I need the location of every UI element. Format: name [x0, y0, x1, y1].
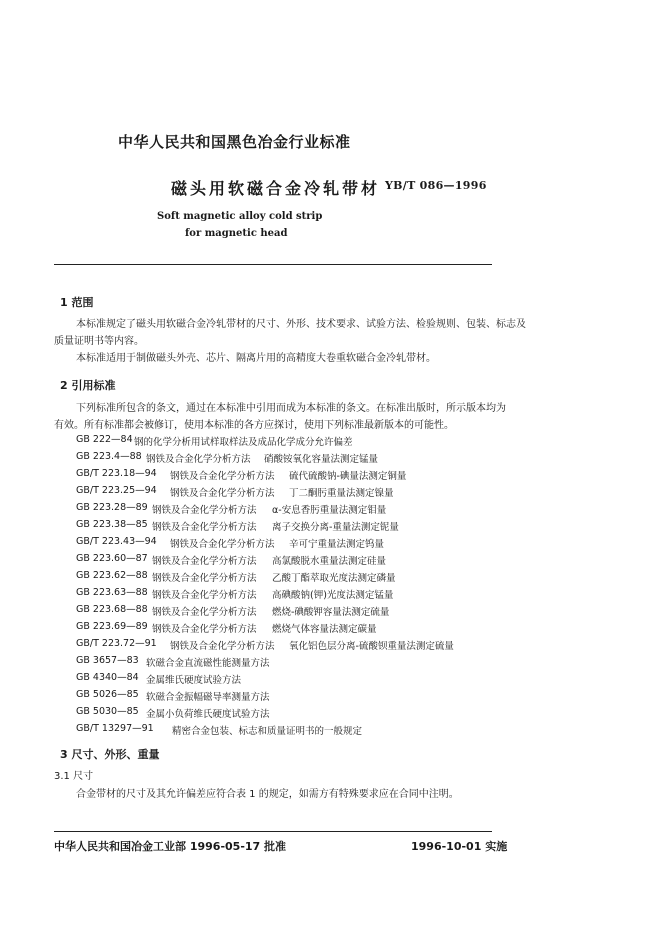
- section-1-heading: 1 范围: [60, 296, 94, 309]
- reference-method: 硫代硫酸钠-碘量法测定铜量: [289, 471, 407, 482]
- reference-title: 钢铁及合金化学分析方法: [152, 573, 257, 584]
- reference-code: GB 5030—85: [76, 706, 139, 717]
- implementation-date: 1996-10-01 实施: [411, 840, 508, 853]
- reference-code: GB 223.38—85: [76, 519, 148, 530]
- header-divider: [54, 264, 492, 265]
- reference-title: 钢铁及合金化学分析方法: [152, 607, 257, 618]
- reference-code: GB 223.4—88: [76, 451, 142, 462]
- reference-code: GB 223.62—88: [76, 570, 148, 581]
- reference-title: 钢铁及合金化学分析方法: [152, 556, 257, 567]
- section-1-paragraph-1-line-1: 本标准规定了磁头用软磁合金冷轧带材的尺寸、外形、技术要求、试验方法、检验规则、包装、标志及: [76, 319, 526, 330]
- reference-code: GB 223.28—89: [76, 502, 148, 513]
- reference-method: α-安息香肟重量法测定钼量: [272, 505, 387, 516]
- reference-code: GB/T 223.43—94: [76, 536, 157, 547]
- section-2-heading: 2 引用标准: [60, 379, 116, 392]
- section-2-intro-line-1: 下列标准所包含的条文，通过在本标准中引用而成为本标准的条文。在标准出版时，所示版本均为: [76, 403, 506, 414]
- reference-title: 软磁合金振幅磁导率测量方法: [146, 692, 270, 703]
- reference-code: GB/T 223.18—94: [76, 468, 157, 479]
- reference-code: GB 5026—85: [76, 689, 139, 700]
- reference-title: 钢的化学分析用试样取样法及成品化学成分允许偏差: [134, 437, 353, 448]
- reference-code: GB 4340—84: [76, 672, 139, 683]
- reference-method: 丁二酮肟重量法测定镍量: [289, 488, 394, 499]
- reference-title: 钢铁及合金化学分析方法: [170, 641, 275, 652]
- reference-title: 钢铁及合金化学分析方法: [170, 488, 275, 499]
- reference-method: 燃烧-碘酸钾容量法测定硫量: [272, 607, 390, 618]
- issuing-agency: 中华人民共和国黑色冶金行业标准: [118, 133, 351, 151]
- reference-code: GB/T 223.72—91: [76, 638, 157, 649]
- reference-title: 钢铁及合金化学分析方法: [170, 539, 275, 550]
- reference-method: 离子交换分离-重量法测定铌量: [272, 522, 399, 533]
- reference-title: 钢铁及合金化学分析方法: [146, 454, 251, 465]
- document-title-chinese: 磁头用软磁合金冷轧带材: [171, 179, 381, 198]
- reference-title: 精密合金包装、标志和质量证明书的一般规定: [172, 726, 363, 737]
- section-1-paragraph-1-line-2: 质量证明书等内容。: [54, 336, 144, 347]
- document-title-english-line-2: for magnetic head: [185, 228, 288, 239]
- section-3-1-paragraph: 合金带材的尺寸及其允许偏差应符合表 1 的规定，如需方有特殊要求应在合同中注明。: [76, 789, 459, 800]
- reference-code: GB 223.63—88: [76, 587, 148, 598]
- reference-code: GB 3657—83: [76, 655, 139, 666]
- reference-title: 金属维氏硬度试验方法: [146, 675, 242, 686]
- reference-method: 燃烧气体容量法测定碳量: [272, 624, 377, 635]
- approval-line: 中华人民共和国冶金工业部 1996-05-17 批准: [54, 840, 287, 853]
- reference-code: GB 223.69—89: [76, 621, 148, 632]
- reference-method: 辛可宁重量法测定钨量: [289, 539, 385, 550]
- reference-title: 钢铁及合金化学分析方法: [152, 624, 257, 635]
- reference-method: 乙酸丁酯萃取光度法测定磷量: [272, 573, 396, 584]
- reference-method: 高碘酸钠(钾)光度法测定锰量: [272, 590, 394, 601]
- document-title-english-line-1: Soft magnetic alloy cold strip: [157, 211, 323, 222]
- footer-divider: [54, 831, 492, 832]
- reference-code: GB/T 223.25—94: [76, 485, 157, 496]
- section-3-1-heading: 3.1 尺寸: [54, 771, 94, 782]
- reference-method: 硝酸铵氧化容量法测定锰量: [264, 454, 379, 465]
- reference-title: 钢铁及合金化学分析方法: [152, 522, 257, 533]
- reference-title: 钢铁及合金化学分析方法: [170, 471, 275, 482]
- reference-code: GB 223.68—88: [76, 604, 148, 615]
- section-2-intro-line-2: 有效。所有标准都会被修订，使用本标准的各方应探讨，使用下列标准最新版本的可能性。: [54, 420, 454, 431]
- reference-method: 氧化铝色层分离-硫酸钡重量法测定硫量: [289, 641, 454, 652]
- reference-code: GB 222—84: [76, 434, 133, 445]
- section-3-heading: 3 尺寸、外形、重量: [60, 748, 160, 761]
- reference-title: 钢铁及合金化学分析方法: [152, 505, 257, 516]
- reference-title: 钢铁及合金化学分析方法: [152, 590, 257, 601]
- section-1-paragraph-2: 本标准适用于制做磁头外壳、芯片、隔离片用的高精度大卷重软磁合金冷轧带材。: [76, 353, 436, 364]
- reference-code: GB 223.60—87: [76, 553, 148, 564]
- reference-title: 金属小负荷维氏硬度试验方法: [146, 709, 270, 720]
- reference-code: GB/T 13297—91: [76, 723, 154, 734]
- standard-number: YB/T 086—1996: [385, 179, 487, 192]
- reference-method: 高氯酸脱水重量法测定硅量: [272, 556, 387, 567]
- reference-title: 软磁合金直流磁性能测量方法: [146, 658, 270, 669]
